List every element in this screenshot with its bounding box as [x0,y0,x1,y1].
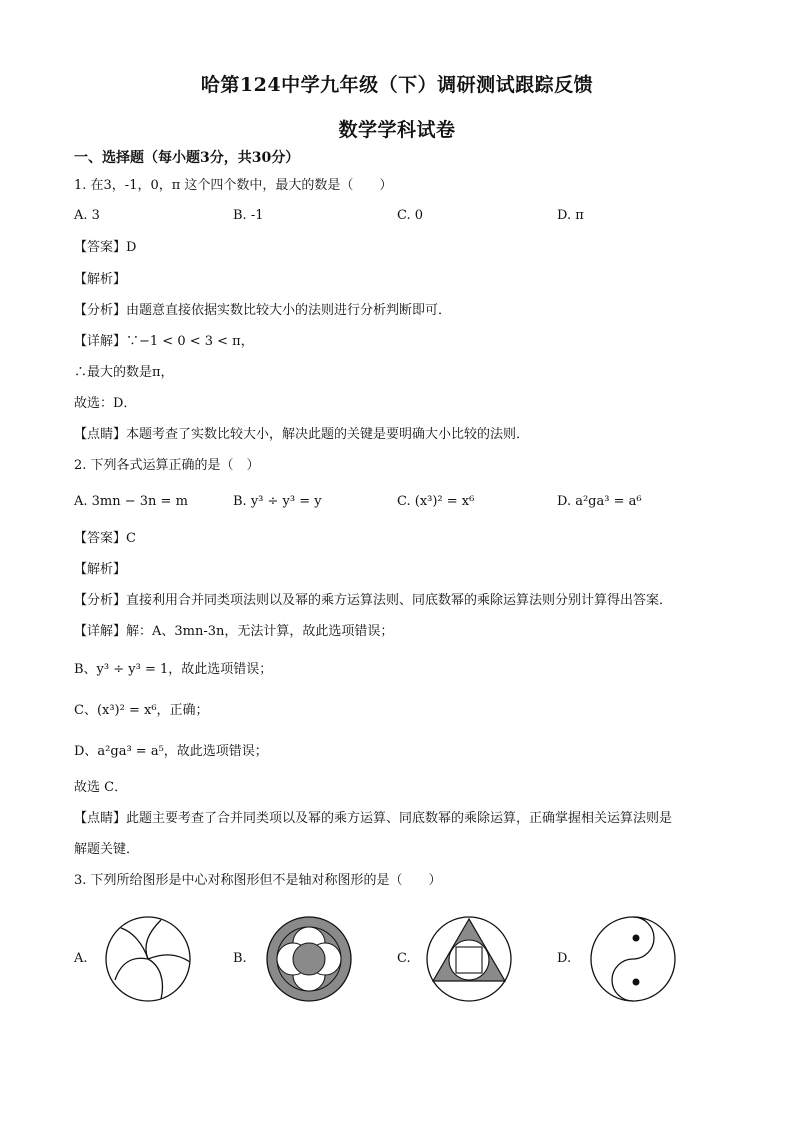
q2-option-c: C. (x³)² = x⁶ [397,494,475,509]
q2-option-a: A. 3mn − 3n = m [74,494,188,509]
q3-label-b: B. [233,951,247,966]
q2-comment-1: 【点睛】此题主要考查了合并同类项以及幂的乘方运算、同底数幂的乘除运算，正确掌握相关运算法则是 [74,811,673,826]
q1-analysis-label: 【解析】 [74,272,127,287]
q1-comment: 【点睛】本题考查了实数比较大小，解决此题的关键是要明确大小比较的法则． [74,427,530,442]
q1-stem: 1. 在3，-1，0，π 这个四个数中，最大的数是（ ） [74,178,393,193]
q1-option-d: D. π [557,208,584,223]
q3-figure-a [103,914,193,1004]
q2-line-c: C、(x³)² = x⁶，正确； [74,703,209,718]
q1-detail: 【详解】∵−1 < 0 < 3 < π， [74,334,254,349]
q3-label-d: D. [557,951,572,966]
q2-option-d: D. a²ga³ = a⁶ [557,494,642,509]
q1-option-a: A. 3 [74,208,100,223]
q2-fenxi: 【分析】直接利用合并同类项法则以及幂的乘方运算法则、同底数幂的乘除运算法则分别计算得出答案． [74,593,673,608]
q2-option-b: B. y³ ÷ y³ = y [233,494,322,509]
q2-stem: 2. 下列各式运算正确的是（ ） [74,458,260,473]
q3-label-a: A. [74,951,88,966]
q2-choose: 故选 C． [74,780,128,795]
q2-answer: 【答案】C [74,531,136,546]
q1-option-c: C. 0 [397,208,424,223]
q3-figure-d [588,914,678,1004]
q3-figure-c [424,914,514,1004]
q2-line-b: B、y³ ÷ y³ = 1，故此选项错误； [74,662,273,677]
q3-label-c: C. [397,951,411,966]
q3-stem: 3. 下列所给图形是中心对称图形但不是轴对称图形的是（ ） [74,873,442,888]
page-subtitle: 数学学科试卷 [338,119,456,141]
q2-comment-2: 解题关键． [74,842,140,857]
q1-choose: 故选：D． [74,396,137,411]
q3-figure-b [264,914,354,1004]
q1-answer: 【答案】D [74,240,137,255]
q2-line-d: D、a²ga³ = a⁵，故此选项错误； [74,744,268,759]
q2-detail: 【详解】解：A、3mn-3n，无法计算，故此选项错误； [74,624,394,639]
page-title: 哈第124中学九年级（下）调研测试跟踪反馈 [200,74,594,96]
q1-option-b: B. -1 [233,208,264,223]
q2-analysis-label: 【解析】 [74,562,127,577]
q1-conclusion: ∴最大的数是π， [74,365,174,380]
q1-fenxi: 【分析】由题意直接依据实数比较大小的法则进行分析判断即可． [74,303,452,318]
section-heading: 一、选择题（每小题3分，共30分） [74,150,300,166]
